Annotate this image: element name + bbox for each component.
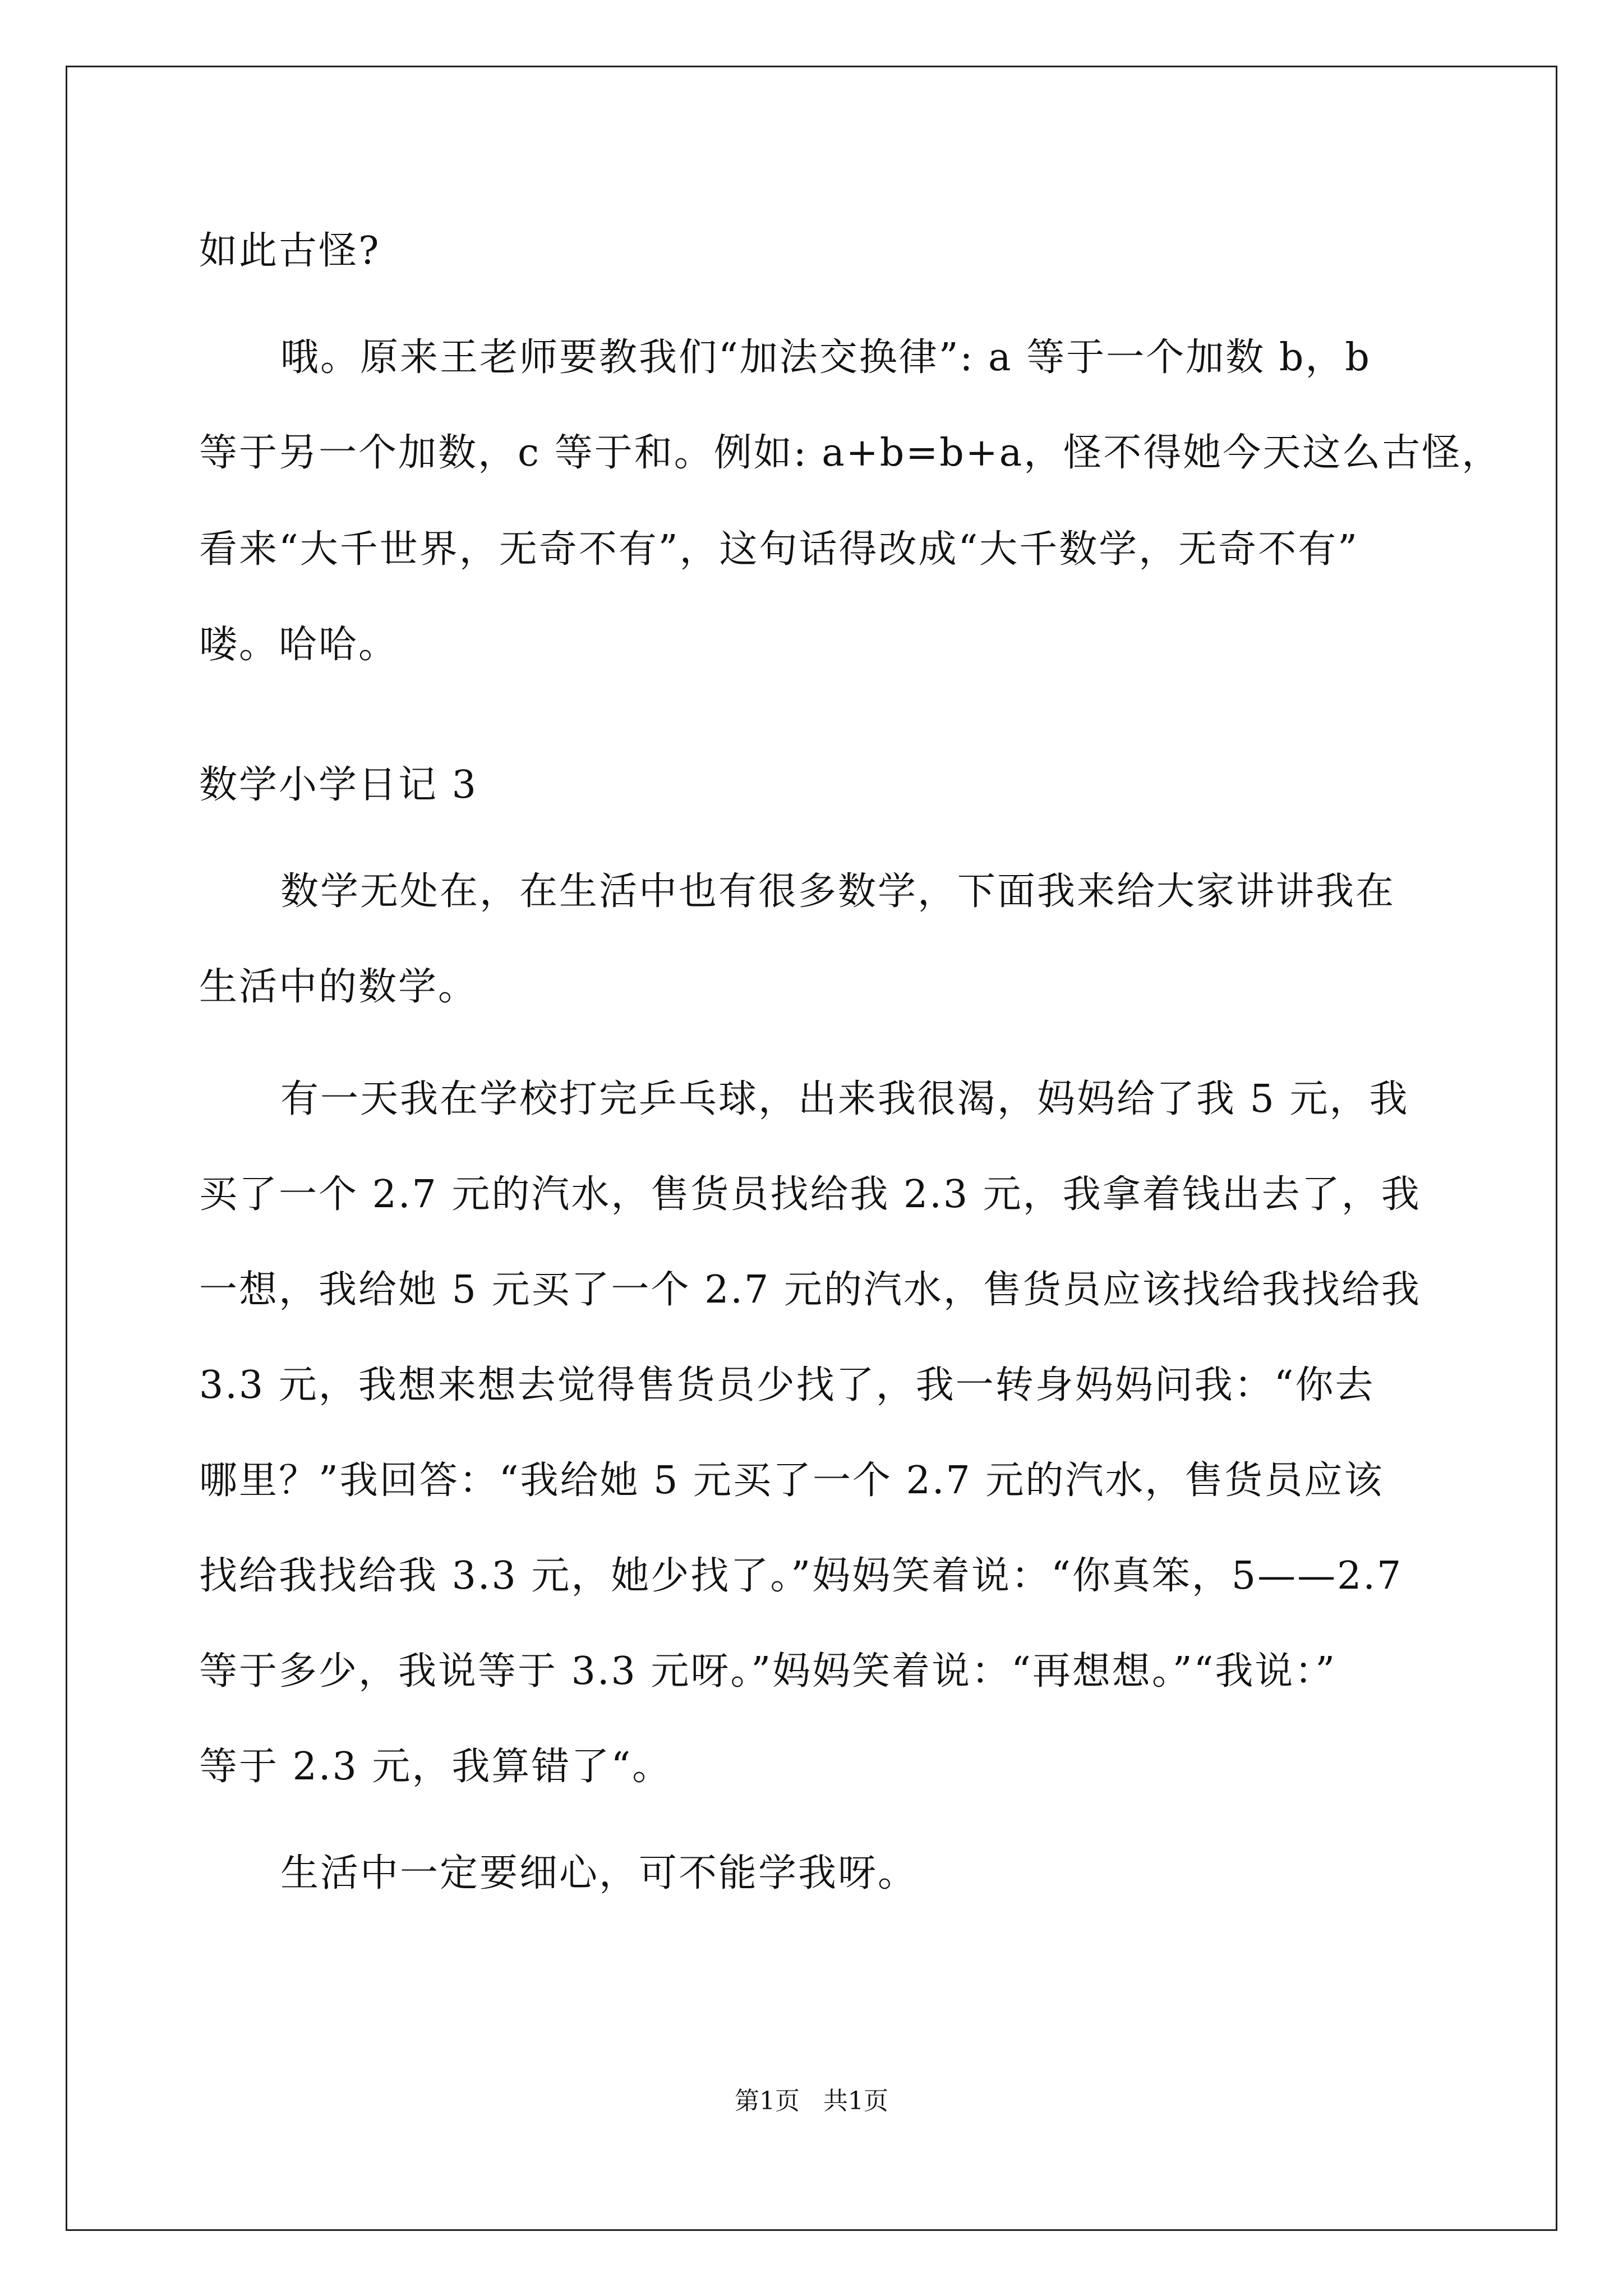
text-line: 找给我找给我 3.3 元，她少找了。”妈妈笑着说：“你真笨，5——2.7: [199, 1554, 1403, 1598]
text-line: 3.3 元，我想来想去觉得售货员少找了，我一转身妈妈问我：“你去: [199, 1363, 1375, 1407]
text-line: 数学无处在，在生活中也有很多数学，下面我来给大家讲讲我在: [280, 869, 1396, 914]
text-line: 一想，我给她 5 元买了一个 2.7 元的汽水，售货员应该找给我找给我: [199, 1268, 1421, 1312]
text-line: 等于另一个加数，c 等于和。例如: a+b=b+a，怪不得她今天这么古怪，: [199, 431, 1502, 475]
text-line: 买了一个 2.7 元的汽水，售货员找给我 2.3 元，我拿着钱出去了，我: [199, 1172, 1421, 1217]
text-line: 等于 2.3 元，我算错了“。: [199, 1745, 672, 1789]
page-number-footer: 第1页 共1页: [735, 2087, 888, 2115]
page-border: [66, 66, 1557, 2231]
text-line: 喽。哈哈。: [199, 623, 399, 667]
text-line: 生活中的数学。: [199, 965, 478, 1009]
text-line: 哪里？”我回答：“我给她 5 元买了一个 2.7 元的汽水，售货员应该: [199, 1458, 1384, 1503]
text-line: 如此古怪?: [199, 229, 381, 273]
section-heading: 数学小学日记 3: [199, 763, 478, 807]
text-line: 等于多少，我说等于 3.3 元呀。”妈妈笑着说：“再想想。”“我说：”: [199, 1649, 1337, 1694]
text-line: 看来“大千世界，无奇不有”，这句话得改成“大千数学，无奇不有”: [199, 527, 1359, 572]
text-line: 有一天我在学校打完乒乓球，出来我很渴，妈妈给了我 5 元，我: [280, 1077, 1409, 1121]
text-line: 哦。原来王老师要教我们“加法交换律”: a 等于一个加数 b，b: [280, 335, 1371, 380]
text-line: 生活中一定要细心，可不能学我呀。: [280, 1851, 918, 1895]
